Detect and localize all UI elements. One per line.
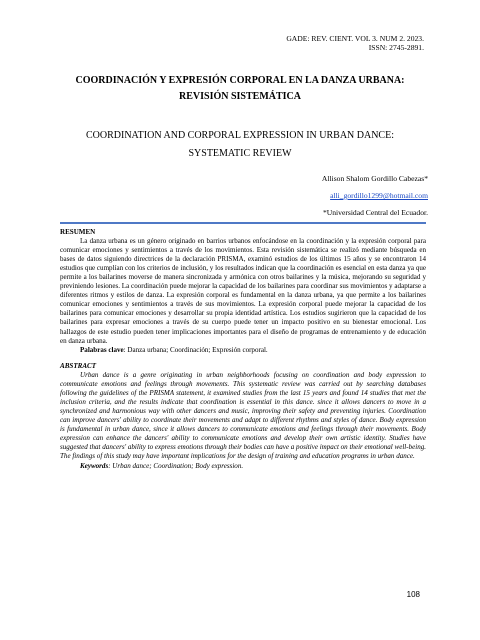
journal-header bbox=[286, 34, 424, 53]
issn: ISSN: 2745-2891. bbox=[368, 43, 424, 53]
abstract-keywords-label: Keywords bbox=[80, 461, 109, 470]
abstract-section bbox=[60, 362, 426, 471]
title-english-line2: SYSTEMATIC REVIEW bbox=[188, 148, 292, 159]
page-number: 108 bbox=[406, 590, 420, 599]
section-divider bbox=[60, 222, 426, 224]
abstract-keywords-list: : Urban dance; Coordination; Body expression. bbox=[108, 461, 244, 470]
author-name: Allison Shalom Gordillo Cabezas* bbox=[321, 174, 428, 183]
journal-citation: GADE: REV. CIENT. VOL 3. NUM 2. 2023. bbox=[286, 34, 424, 43]
title-english-line1: COORDINATION AND CORPORAL EXPRESSION IN URBAN DANCE: bbox=[86, 130, 394, 141]
resumen-keywords-label: Palabras clave bbox=[80, 345, 124, 354]
title-spanish bbox=[40, 73, 440, 105]
resumen-keywords bbox=[60, 346, 426, 355]
abstract-heading: ABSTRACT bbox=[60, 362, 97, 370]
author-email-link[interactable]: alli_gordillo1299@hotmail.com bbox=[330, 191, 428, 200]
title-english bbox=[40, 127, 440, 163]
title-spanish-line2: REVISIÓN SISTEMÁTICA bbox=[179, 91, 301, 102]
abstract-keywords bbox=[60, 462, 426, 471]
resumen-body: La danza urbana es un género originado en barrios urbanos enfocándose en la coordinación y la expresión corporal para comunicar emociones y sentimientos a través de los movimientos. Esta revisión sistemática se realizó mediante búsqueda en bases de datos siguiendo directrices de la declaración PRISMA, examinó estudios de los últimos 15 años y se encontraron 14 estudios que cumplían con los criterios de inclusión, y los resultados indican que la coordinación es esencial en esta danza ya que permite a los bailarines moverse de manera sincronizada y armónica con otros bailarines y la música, mejorando su seguridad y previniendo lesiones. La coordinación puede mejorar la capacidad de los bailarines para coordinar sus movimientos y adaptarse a diferentes ritmos y estilos de danza. La expresión corporal es fundamental en la danza urbana, ya que permite a los bailarines comunicar emociones y sentimientos a través de sus movimientos. La expresión corporal puede mejorar la capacidad de los bailarines para comunicar emociones y desarrollar su propia identidad artística. Los estudios sugirieron que la capacidad de los bailarines para expresar emociones a través de su cuerpo puede tener un impacto positivo en su bienestar emocional. Los hallazgos de este estudio pueden tener implicaciones importantes para el diseño de programas de entrenamiento y de educación en danza urbana. bbox=[60, 237, 426, 345]
resumen-heading: RESUMEN bbox=[60, 228, 96, 236]
title-spanish-line1: COORDINACIÓN Y EXPRESIÓN CORPORAL EN LA DANZA URBANA: bbox=[75, 75, 405, 86]
author-block bbox=[322, 170, 428, 221]
author-affiliation: *Universidad Central del Ecuador. bbox=[322, 208, 428, 217]
resumen-section bbox=[60, 228, 426, 355]
resumen-keywords-list: : Danza urbana; Coordinación; Expresión corporal. bbox=[123, 345, 268, 354]
abstract-body: Urban dance is a genre originating in urban neighborhoods focusing on coordination and body expression to communicate emotions and feelings through movements. This systematic review was carried out by searching databases following the guidelines of the PRISMA statement, it examined studies from the last 15 years and found 14 studies that met the inclusion criteria, and the results indicate that coordination is essential in this dance. since it allows dancers to move in a synchronized and harmonious way with other dancers and music, improving their safety and preventing injuries. Coordination can improve dancers' ability to coordinate their movements and adapt to different rhythms and styles of dance. Body expression is fundamental in urban dance, since it allows dancers to communicate emotions and feelings through their movements. Body expression can enhance the dancers' ability to communicate emotions and develop their own artistic identity. Studies have suggested that dancers' ability to express emotions through their bodies can have a positive impact on their emotional well-being. The findings of this study may have important implications for the design of training and education programs in urban dance. bbox=[60, 371, 426, 461]
